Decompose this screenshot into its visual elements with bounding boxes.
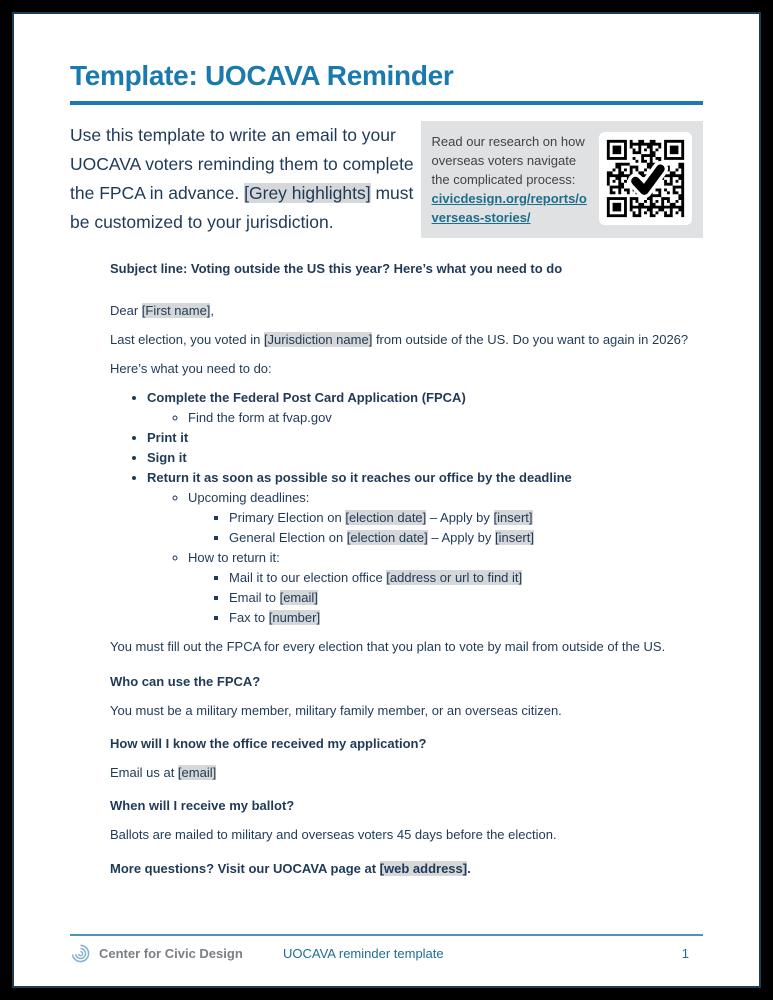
document-page	[12, 12, 761, 988]
deadlines-list	[188, 508, 708, 548]
greeting-line	[110, 301, 708, 321]
civicdesign-report-link[interactable]: civicdesign.org/reports/overseas-stories/	[431, 191, 587, 225]
steps-intro-line: Here’s what you need to do:	[110, 361, 272, 376]
grey-highlights-sample: [Grey highlights]	[244, 183, 371, 203]
more-questions-post: .	[467, 861, 471, 876]
research-callout-box	[421, 121, 703, 238]
p1-post: from outside of the US. Do you want to again in 2026?	[372, 332, 689, 347]
fax-method-item	[229, 608, 708, 628]
return-sublist	[147, 488, 708, 628]
faq-question-who: Who can use the FPCA?	[110, 674, 261, 689]
step-complete-fpca	[147, 388, 708, 428]
placeholder-election-date: [election date]	[346, 530, 428, 545]
placeholder-first-name: [First name]	[141, 303, 211, 318]
page-title: Template: UOCAVA Reminder	[70, 60, 454, 91]
qr-code	[599, 132, 692, 225]
steps-list	[110, 388, 708, 628]
fpca-note-paragraph: You must fill out the FPCA for every election that you plan to vote by mail from outside of the US.	[110, 639, 666, 654]
faq-answer-who: You must be a military member, military family member, or an overseas citizen.	[110, 703, 562, 718]
faq-question-received: How will I know the office received my application?	[110, 736, 427, 751]
more-questions-line	[110, 859, 708, 879]
subject-line: Subject line: Voting outside the US this year? Here’s what you need to do	[110, 261, 563, 276]
footer-page-number: 1	[681, 945, 689, 961]
last-election-paragraph	[110, 330, 708, 350]
placeholder-insert: [insert]	[494, 530, 534, 545]
mail-pre: Mail it to our election office	[229, 570, 387, 585]
placeholder-email: [email]	[279, 590, 318, 605]
title-divider	[70, 101, 703, 105]
return-methods-list	[188, 568, 708, 628]
step-return-label: Return it as soon as possible so it reaches our office by the deadline	[147, 470, 572, 485]
step-sign	[147, 448, 708, 468]
email-method-item	[229, 588, 708, 608]
email-pre: Email to	[229, 590, 280, 605]
step-sign-label: Sign it	[147, 450, 187, 465]
answer-received-pre: Email us at	[110, 765, 178, 780]
placeholder-email: [email]	[177, 765, 217, 780]
footer-org-name: Center for Civic Design	[99, 945, 243, 961]
step-return	[147, 468, 708, 628]
placeholder-web-address: [web address]	[379, 861, 468, 876]
mail-method-item	[229, 568, 708, 588]
placeholder-insert: [insert]	[493, 510, 533, 525]
general-mid: – Apply by	[427, 530, 495, 545]
faq-question-ballot: When will I receive my ballot?	[110, 798, 295, 813]
callout-text-body: Read our research on how overseas voters navigate the complicated process:	[431, 134, 585, 187]
primary-pre: Primary Election on	[229, 510, 346, 525]
general-election-item	[229, 528, 708, 548]
step-print	[147, 428, 708, 448]
placeholder-number: [number]	[268, 610, 321, 625]
step-complete-label: Complete the Federal Post Card Application (FPCA)	[147, 390, 466, 405]
more-questions-pre: More questions? Visit our UOCAVA page at	[110, 861, 380, 876]
intro-text-post: must be customized to your jurisdiction.	[70, 183, 414, 232]
step-print-label: Print it	[147, 430, 189, 445]
find-form-item: ◦ Find the form at fvap.gov	[188, 408, 708, 428]
email-template-body	[110, 259, 708, 879]
deadlines-label: Upcoming deadlines:	[188, 490, 310, 505]
civic-design-logo-icon	[70, 943, 91, 964]
faq-answer-received	[110, 763, 708, 783]
footer-organization	[70, 943, 283, 964]
upcoming-deadlines-item	[188, 488, 708, 548]
greeting-post: ,	[210, 303, 215, 318]
footer-document-title: UOCAVA reminder template	[283, 945, 444, 961]
primary-election-item	[229, 508, 708, 528]
p1-pre: Last election, you voted in	[110, 332, 264, 347]
greeting-pre: Dear	[110, 303, 142, 318]
intro-paragraph	[70, 121, 421, 237]
intro-text-pre: Use this template to write an email to your UOCAVA voters reminding them to complete the FPCA in advance.	[70, 125, 414, 203]
page-footer	[70, 934, 703, 964]
faq-answer-ballot: Ballots are mailed to military and overseas voters 45 days before the election.	[110, 827, 557, 842]
callout-text	[432, 132, 589, 227]
placeholder-address-or-url: [address or url to find it]	[386, 570, 523, 585]
placeholder-jurisdiction-name: [Jurisdiction name]	[263, 332, 373, 347]
primary-mid: – Apply by	[426, 510, 494, 525]
fax-pre: Fax to	[229, 610, 269, 625]
complete-sublist	[147, 408, 708, 428]
placeholder-election-date: [election date]	[345, 510, 427, 525]
how-to-return-item	[188, 548, 708, 628]
intro-section	[70, 121, 703, 238]
how-to-return-label: How to return it:	[188, 550, 280, 565]
general-pre: General Election on	[229, 530, 347, 545]
